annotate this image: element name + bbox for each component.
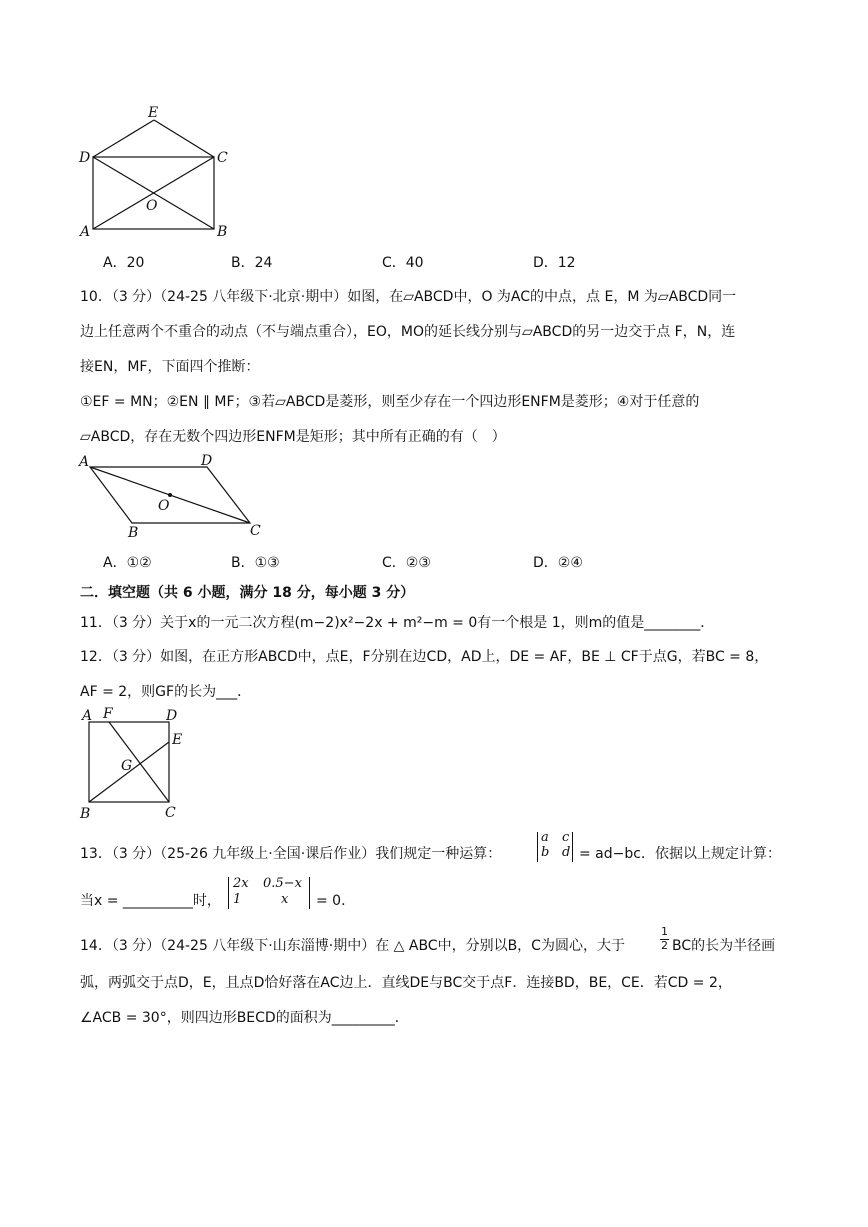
diag-DB [93, 157, 214, 229]
diag-AC [93, 157, 214, 229]
q13-determinant-definition [537, 832, 573, 862]
q13-determinant-expression [228, 877, 310, 909]
label-A: A [79, 454, 90, 470]
q10-line4: ①EF = MN；②EN ∥ MF；③若▱ABCD是菱形，则至少存在一个四边形ENFM是菱形；④对于任意的 [80, 394, 700, 410]
det2-bottom-right: x [281, 892, 289, 907]
q10-option-c[interactable]: C．②③ [382, 555, 431, 571]
q10-line2: 边上任意两个不重合的动点（不与端点重合），EO，MO的延长线分别与▱ABCD的另一边交于点 F，N，连 [80, 324, 736, 340]
label-F: F [103, 706, 113, 722]
point-O [168, 493, 172, 497]
fraction-denominator: 2 [661, 939, 668, 952]
segment-CF [109, 722, 169, 802]
rect-ABCD [93, 157, 214, 229]
q13-line2-suffix: = 0． [316, 893, 356, 909]
det2-top-right: 0.5−x [263, 876, 302, 891]
label-D: D [166, 708, 178, 724]
diag-AC [90, 467, 250, 523]
q12-line2: AF = 2，则GF的长为___． [80, 684, 252, 700]
det-d: d [562, 845, 571, 860]
q10-option-d[interactable]: D．②④ [533, 555, 583, 571]
det-c: c [562, 830, 570, 845]
q14-line3: ∠ACB = 30°，则四边形BECD的面积为_________． [80, 1010, 409, 1026]
det2-bottom-left: 1 [233, 892, 242, 907]
label-C: C [217, 150, 228, 166]
q11-text: 11．（3 分）关于x的一元二次方程(m−2)x²−2x + m²−m = 0有一个根是 1，则m的值是________． [80, 615, 715, 631]
det2-top-left: 2x [233, 876, 249, 891]
q9-option-b[interactable]: B．24 [231, 255, 273, 271]
q9-option-c[interactable]: C．40 [382, 255, 424, 271]
q10-option-b[interactable]: B．①③ [231, 555, 280, 571]
q13-line2-prefix: 当x = __________时， [80, 893, 221, 909]
label-E: E [172, 732, 183, 748]
edge-DE [93, 120, 154, 157]
label-E: E [148, 105, 159, 121]
label-D: D [201, 453, 213, 469]
q14-line2: 弧，两弧交于点D，E，且点D恰好落在AC边上．直线DE与BC交于点F．连接BD，BE，CE．若CD = 2， [80, 975, 732, 991]
square-ABCD [89, 722, 169, 802]
q14-line1-suffix: BC的长为半径画 [672, 938, 776, 954]
q14-fraction [660, 925, 670, 955]
fraction-numerator: 1 [661, 925, 668, 938]
label-A: A [80, 224, 91, 240]
label-B: B [128, 525, 139, 541]
q10-line1: 10．（3 分）（24-25 八年级下·北京·期中）如图，在▱ABCD中，O 为AC的中点，点 E，M 为▱ABCD同一 [80, 289, 737, 305]
q13-prefix: 13．（3 分）（25-26 九年级上·全国·课后作业）我们规定一种运算： [80, 846, 502, 862]
label-B: B [217, 224, 228, 240]
label-D: D [79, 150, 91, 166]
label-O: O [146, 198, 158, 214]
parallelogram-ABCD [90, 467, 250, 523]
label-C: C [250, 523, 261, 539]
label-O: O [158, 498, 170, 514]
label-A: A [82, 708, 93, 724]
q10-option-a[interactable]: A．①② [103, 555, 152, 571]
q12-line1: 12．（3 分）如图，在正方形ABCD中，点E，F分别在边CD，AD上，DE = AF，BE ⊥ CF于点G，若BC = 8， [80, 649, 769, 665]
label-B: B [80, 806, 91, 822]
q14-line1-prefix: 14．（3 分）（24-25 八年级下·山东淄博·期中）在 △ ABC中，分别以B，C为圆心，大于 [80, 938, 625, 954]
q10-line5: ▱ABCD，存在无数个四边形ENFM是矩形；其中所有正确的有（ ） [80, 429, 506, 445]
q9-option-a[interactable]: A．20 [103, 255, 145, 271]
q9-option-d[interactable]: D．12 [533, 255, 576, 271]
det-b: b [541, 845, 550, 860]
label-G: G [121, 758, 133, 774]
det-a: a [541, 830, 549, 845]
q13-rule: = ad−bc．依据以上规定计算： [579, 846, 781, 862]
label-C: C [165, 805, 176, 821]
segment-BE [89, 742, 169, 802]
section-title-fill-in: 二．填空题（共 6 小题，满分 18 分，每小题 3 分） [80, 585, 415, 601]
q10-line3: 接EN，MF，下面四个推断： [80, 359, 260, 375]
edge-EC [154, 120, 214, 157]
